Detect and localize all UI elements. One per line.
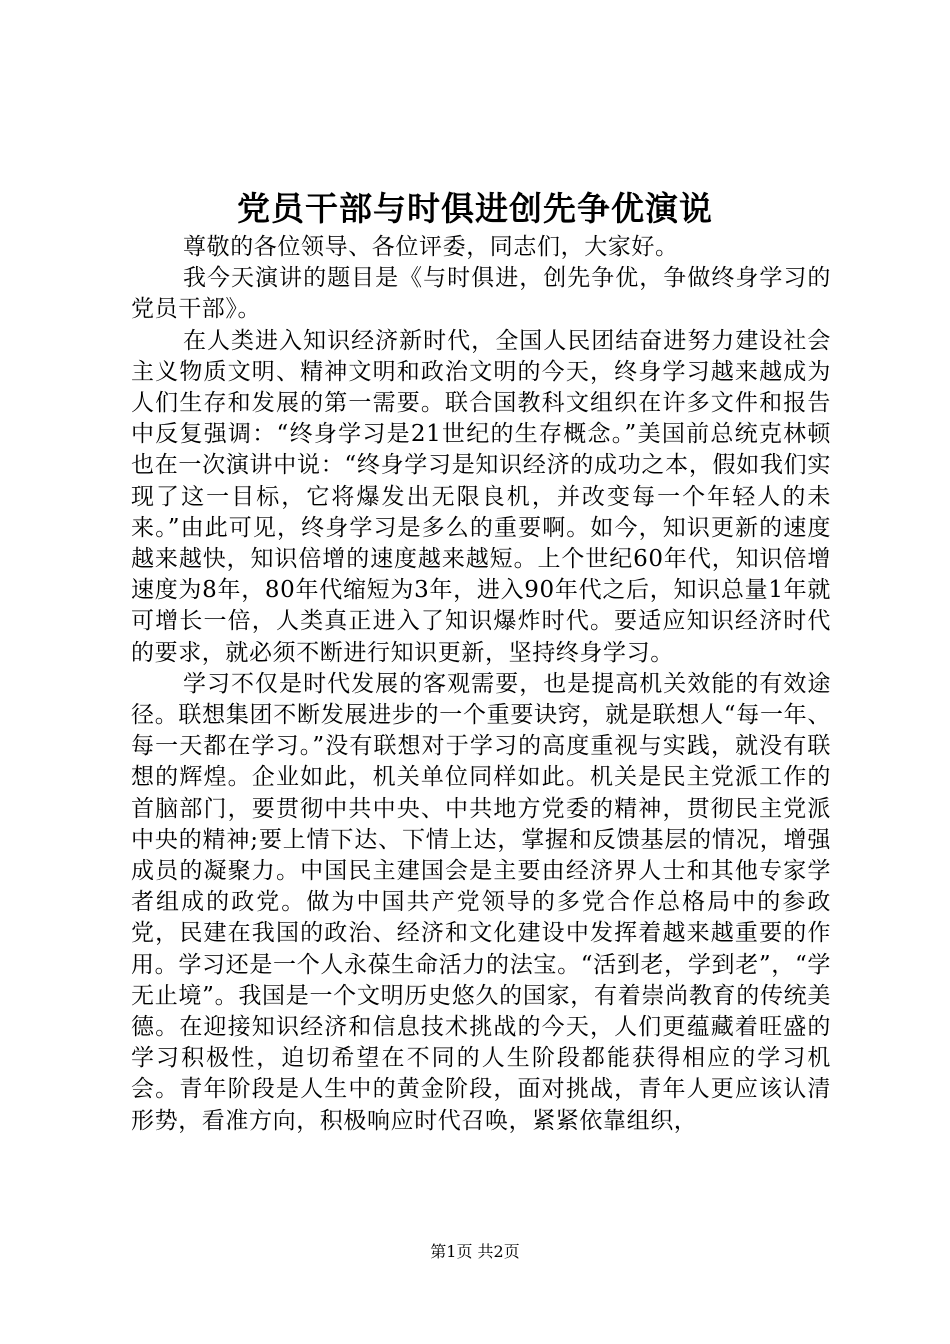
paragraph-topic: 我今天演讲的题目是《与时俱进，创先争优，争做终身学习的党员干部》。 <box>131 265 831 323</box>
document-body <box>131 232 831 1137</box>
paragraph-greeting: 尊敬的各位领导、各位评委，同志们，大家好。 <box>183 234 679 260</box>
page-number-footer: 第1页 共2页 <box>430 1242 520 1261</box>
paragraph-lifelong-learning: 在人类进入知识经济新时代，全国人民团结奋进努力建设社会主义物质文明、精神文明和政治文明的今天，终身学习越来越成为人们生存和发展的第一需要。联合国教科文组织在许多文件和报告中反复强调：“终身学习是21世纪的生存概念。”美国前总统克林顿也在一次演讲中说：“终身学习是知识经济的成功之本，假如我们实现了这一目标，它将爆发出无限良机，并改变每一个年轻人的未来。”由此可见，终身学习是多么的重要啊。如今，知识更新的速度越来越快，知识倍增的速度越来越短。上个世纪60年代，知识倍增速度为8年，80年代缩短为3年，进入90年代之后，知识总量1年就可增长一倍，人类真正进入了知识爆炸时代。要适应知识经济时代的要求，就必须不断进行知识更新，坚持终身学习。 <box>131 327 831 666</box>
paragraph-learning-efficiency: 学习不仅是时代发展的客观需要，也是提高机关效能的有效途径。联想集团不断发展进步的一个重要诀窍，就是联想人“每一年、每一天都在学习。”没有联想对于学习的高度重视与实践，就没有联想的辉煌。企业如此，机关单位同样如此。机关是民主党派工作的首脑部门，要贯彻中共中央、中共地方党委的精神，贯彻民主党派中央的精神;要上情下达、下情上达，掌握和反馈基层的情况，增强成员的凝聚力。中国民主建国会是主要由经济界人士和其他专家学者组成的政党。做为中国共产党领导的多党合作总格局中的参政党，民建在我国的政治、经济和文化建设中发挥着越来越重要的作用。学习还是一个人永葆生命活力的法宝。“活到老，学到老”，“学无止境”。我国是一个文明历史悠久的国家，有着崇尚教育的传统美德。在迎接知识经济和信息技术挑战的今天，人们更蕴藏着旺盛的学习积极性，迫切希望在不同的人生阶段都能获得相应的学习机会。青年阶段是人生中的黄金阶段，面对挑战，青年人更应该认清形势，看准方向，积极响应时代召唤，紧紧依靠组织， <box>131 670 831 1134</box>
document-title: 党员干部与时俱进创先争优演说 <box>237 189 713 228</box>
